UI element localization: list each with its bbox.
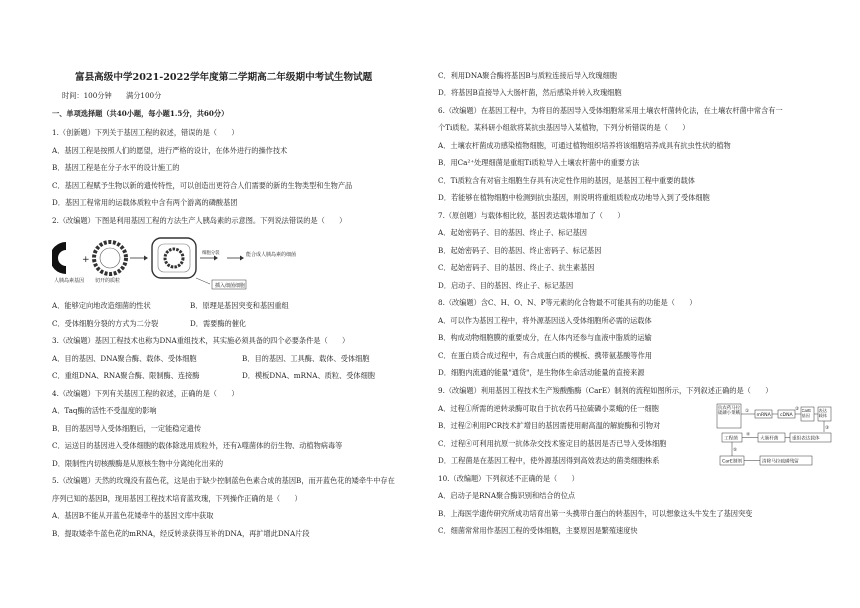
q6-option-c: C．Ti质粒含有对宿主细胞生存具有决定性作用的基因，是基因工程中重要的载体 xyxy=(438,176,695,185)
q3-option-c: C．重组DNA、RNA聚合酶、限制酶、连接酶 xyxy=(52,371,200,380)
q9-stem: 9.（改编题）利用基因工程技术生产羧酸酯酶（CarE）制剂的流程如图所示，下列叙述正确的是（ ） xyxy=(438,386,773,395)
step-4: ④ xyxy=(746,432,751,438)
insert-pointer xyxy=(196,278,210,284)
section-heading: 一、单项选择题（共40小题，每小题1.5分，共60分） xyxy=(52,109,229,118)
q8-option-a: A．可以作为基因工程中，将外源基因送入受体细胞所必需的运载体 xyxy=(438,316,652,325)
q7-option-c: C．起始密码子、目的基因、终止子、抗生素基因 xyxy=(438,263,595,272)
q9-option-a: A．过程①所需的逆转录酶可取自于抗农药马拉硫磷小菜蛾的任一细胞 xyxy=(438,404,659,413)
q7-option-b: B．起始密码子、目的基因、终止密码子、标记基因 xyxy=(438,246,602,255)
result-label: 能合成人胰岛素的细菌 xyxy=(246,252,297,258)
step-3: ③ xyxy=(825,426,830,431)
q2-option-c: C．受体细胞分裂的方式为二分裂 xyxy=(52,319,159,328)
exam-title: 富县高级中学2021-2022学年度第二学期高二年级期中考试生物试题 xyxy=(75,72,373,83)
q1-option-c: C．基因工程赋予生物以新的遗传特性，可以创造出更符合人们需要的新的生物类型和生物产品 xyxy=(52,181,353,190)
arrow-3-head xyxy=(240,256,244,261)
q7-stem: 7.（原创题）与载体相比较，基因表达载体增加了（ ） xyxy=(438,211,625,220)
q9-option-c: C．过程④可利用抗原一抗体杂交技术鉴定目的基因是否已导入受体细胞 xyxy=(438,439,667,448)
q6-option-d: D．若能够在植物细胞中检测到抗虫基因，则说明将重组质粒成功地导入到了受体细胞 xyxy=(438,193,710,202)
vector-label: 表达载体 xyxy=(818,407,827,418)
q6-stem-line1: 6.（改编题）在基因工程中，为将目的基因导入受体细胞常采用土壤农杆菌转化法，在土壤农杆菌中常含有一 xyxy=(438,106,783,115)
gene-label: 人胰岛素基因 xyxy=(54,278,85,284)
q8-option-c: C．在蛋白质合成过程中，有合成蛋白质的模板、携带氨基酸等作用 xyxy=(438,351,652,360)
q8-option-b: B．构成动物细胞膜的重要成分，在人体内还参与血液中脂质的运输 xyxy=(438,333,652,342)
q2-option-b: B．原理是基因突变和基因重组 xyxy=(190,301,289,310)
cut-plasmid-shape xyxy=(94,242,126,274)
q3-option-b: B．目的基因、工具酶、载体、受体细胞 xyxy=(242,354,370,363)
care-prep-label: CarE制剂 xyxy=(722,459,743,465)
q2-stem: 2.（改编题）下图是利用基因工程的方法生产人胰岛素的示意图。下列说法错误的是（ ） xyxy=(52,216,347,225)
care-flow-diagram xyxy=(716,402,832,474)
q4-stem: 4.（改编题）下列有关基因工程的叙述，正确的是（ ） xyxy=(52,389,239,398)
q5-stem-line1: 5.（改编题）天然的玫瑰没有蓝色花，这是由于缺少控制蓝色色素合成的基因B，而开蓝色花的矮牵牛中存在 xyxy=(52,476,395,485)
q5-option-b: B．提取矮牵牛蓝色花的mRNA，经反转录获得互补的DNA，再扩增此DNA片段 xyxy=(52,529,310,538)
ecoli-label: 大肠杆菌 xyxy=(760,436,779,442)
q7-option-d: D．启动子、目的基因、终止子、标记基因 xyxy=(438,281,574,290)
q6-option-b: B．用Ca²⁺处理细菌是重组Ti质粒导入土壤农杆菌中的重要方法 xyxy=(438,158,640,167)
use-label: 清除马拉硫磷残留 xyxy=(762,459,799,465)
q3-option-d: D．模板DNA、mRNA、质粒、受体细胞 xyxy=(242,371,375,380)
q4-option-c: C．运送目的基因进入受体细胞的载体除选用质粒外，还有λ噬菌体的衍生物、动植物病毒等 xyxy=(52,441,343,450)
q1-option-b: B．基因工程是在分子水平的设计施工的 xyxy=(52,163,180,172)
q6-stem-line2: 个Ti质粒。某科研小组欲将某抗虫基因导入某植物，下列分析错误的是（ ） xyxy=(438,123,690,132)
q8-stem: 8.（改编题）含C、H、O、N、P等元素的化合物最不可能具有的功能是（ ） xyxy=(438,298,697,307)
source-label: 抗农药马拉硫磷小菜蛾 xyxy=(718,405,740,416)
recomb-label: 重组表达载体 xyxy=(792,436,820,442)
q1-stem: 1.（创新题）下列关于基因工程的叙述，错误的是（ ） xyxy=(52,128,239,137)
q4-option-a: A．Taq酶的活性不受温度的影响 xyxy=(52,406,157,415)
q5-option-a: A．基因B不能从开蓝色花矮牵牛的基因文库中获取 xyxy=(52,511,214,520)
care-gene-wrap xyxy=(802,408,814,421)
q10-option-b: B．上海医学遗传研究所成功培育出第一头携带白蛋白的转基因牛，可以想象这头牛发生了基因突变 xyxy=(438,509,753,518)
arrow-1-head xyxy=(144,256,148,261)
plasmid-label: 切开的质粒 xyxy=(95,278,121,284)
arrow-2-head xyxy=(214,256,218,261)
q4-option-b: B．目的基因导入受体细胞后，一定能稳定遗传 xyxy=(52,424,202,433)
time-info: 时间：100分钟 满分100分 xyxy=(62,91,162,100)
q10-option-a: A．启动子是RNA聚合酶识别和结合的位点 xyxy=(438,491,576,500)
eng-label: 工程菌 xyxy=(724,436,738,442)
q6-option-a: A．土壤农杆菌成功感染植物细胞，可通过植物组织培养将该细胞培养成具有抗虫性状的植物 xyxy=(438,141,731,150)
insulin-gene-shape xyxy=(52,242,66,274)
mrna-label: mRNA xyxy=(756,413,771,418)
step-5: ⑤ xyxy=(733,448,738,453)
q7-option-a: A．起始密码子、目的基因、终止子、标记基因 xyxy=(438,228,587,237)
q9-option-b: B．过程②利用PCR技术扩增目的基因需使用耐高温的解旋酶和引物对 xyxy=(438,421,661,430)
q3-stem: 3.（改编题）基因工程技术也称为DNA重组技术，其实施必须具备的四个必要条件是（ ） xyxy=(52,336,350,345)
q9-option-d: D．工程菌是在基因工程中，使外源基因得到高效表达的菌类细胞株系 xyxy=(438,456,660,465)
q2-option-a: A．能够定向地改造细菌的性状 xyxy=(52,301,151,310)
care-gene-label: CarE基因 xyxy=(801,407,812,418)
q2-option-d: D．需要酶的催化 xyxy=(190,319,247,328)
insulin-diagram xyxy=(52,232,352,296)
bacterium-cell-shape xyxy=(152,238,196,278)
q5-option-d: D．将基因B直接导入大肠杆菌，然后感染并转入玫瑰细胞 xyxy=(438,88,622,97)
vector-wrap xyxy=(819,408,831,421)
q5-option-c: C．利用DNA聚合酶将基因B与质粒连接后导入玫瑰细胞 xyxy=(438,71,617,80)
q10-option-c: C．细菌常常用作基因工程的受体细胞，主要原因是繁殖速度快 xyxy=(438,526,638,535)
source-label-wrap xyxy=(718,405,740,427)
plus-sign: + xyxy=(82,255,90,265)
q1-option-d: D．基因工程常用的运载体质粒中含有两个游离的磷酸基团 xyxy=(52,198,238,207)
q1-option-a: A．基因工程是按照人们的愿望，进行严格的设计，在体外进行的操作技术 xyxy=(52,146,288,155)
q4-option-d: D．限制性内切核酸酶是从原核生物中分离纯化出来的 xyxy=(52,459,224,468)
q10-stem: 10.（改编题）下列叙述不正确的是（ ） xyxy=(438,474,579,483)
divide-label: 细胞分裂 xyxy=(202,251,220,256)
cdna-label: cDNA xyxy=(780,413,793,418)
q8-option-d: D．细胞内流通的能量"通货"，是生物体生命活动能量的直接来源 xyxy=(438,368,645,377)
q3-option-a: A．目的基因、DNA聚合酶、载体、受体细胞 xyxy=(52,354,197,363)
step-2: ② xyxy=(795,407,800,412)
q5-stem-line2: 序列已知的基因B，现用基因工程技术培育蓝玫瑰，下列操作正确的是（ ） xyxy=(52,494,302,503)
insert-label: 插入细菌细胞 xyxy=(215,283,246,289)
step-1: ① xyxy=(745,409,750,414)
arrow-gap xyxy=(220,254,227,262)
